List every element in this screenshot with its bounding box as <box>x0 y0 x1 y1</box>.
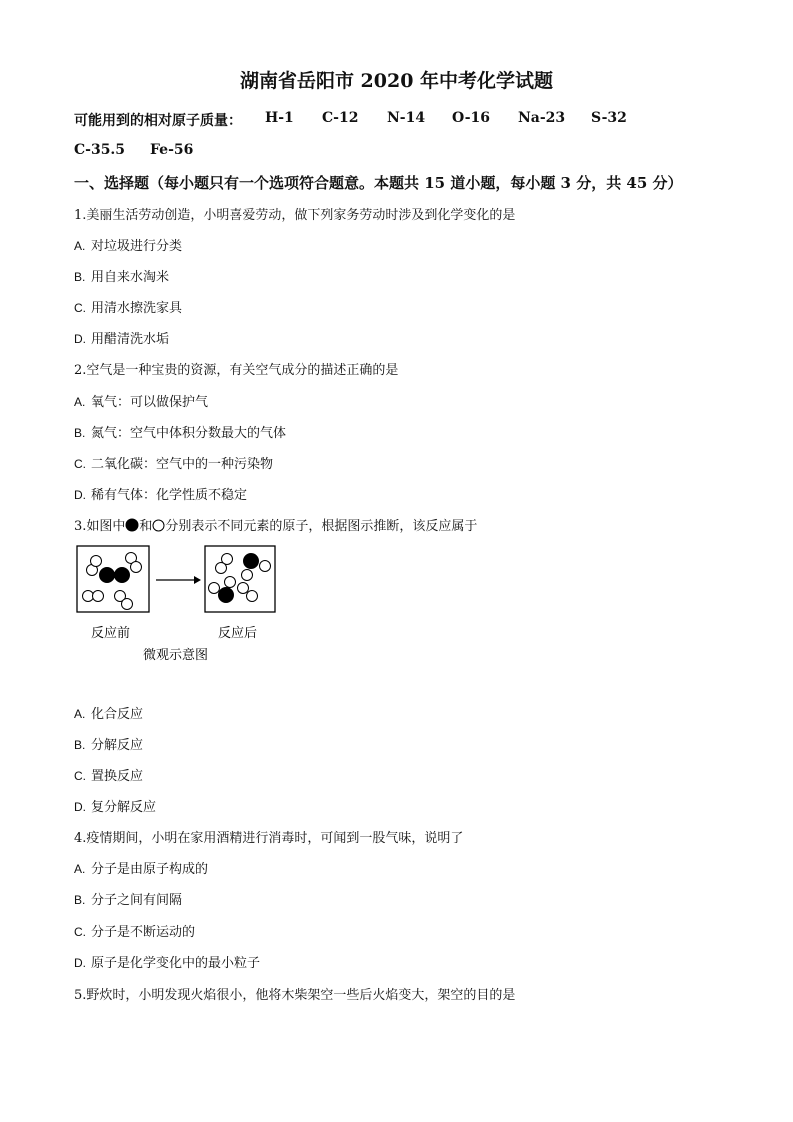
atom-white <box>238 583 249 594</box>
before-label: 反应前 <box>91 626 131 641</box>
q3-stem-b: 和 <box>139 519 153 534</box>
q3-stem <box>74 515 477 534</box>
option-text: 稀有气体：化学性质不稳定 <box>91 488 248 503</box>
white-atom-icon <box>152 519 165 532</box>
atomic-mass-h: H-1 <box>265 110 294 126</box>
option-text: 用自来水淘米 <box>91 270 170 285</box>
atomic-mass-c: C-12 <box>322 110 359 126</box>
atomic-mass-n: N-14 <box>387 110 426 126</box>
after-box <box>205 546 275 612</box>
option-label: A. <box>74 707 86 721</box>
q3-option-d <box>74 796 156 815</box>
option-text: 原子是化学变化中的最小粒子 <box>91 956 261 971</box>
option-text: 二氧化碳：空气中的一种污染物 <box>91 457 274 472</box>
after-label: 反应后 <box>218 626 258 641</box>
atom-black <box>244 554 259 569</box>
q1-option-b <box>74 266 169 285</box>
atomic-mass-na: Na-23 <box>518 110 566 126</box>
option-text: 置换反应 <box>91 769 144 784</box>
option-label: C. <box>74 457 86 471</box>
q1-option-c <box>74 297 182 316</box>
option-text: 复分解反应 <box>91 800 157 815</box>
arrow-head <box>194 576 201 584</box>
option-label: B. <box>74 426 86 440</box>
option-text: 分子之间有间隔 <box>91 893 183 908</box>
option-text: 分解反应 <box>91 738 144 753</box>
option-label: A. <box>74 395 86 409</box>
atomic-mass-o: O-16 <box>452 110 491 126</box>
option-text: 氧气：可以做保护气 <box>91 395 209 410</box>
q4-stem: 4.疫情期间，小明在家用酒精进行消毒时，可闻到一股气味，说明了 <box>74 831 464 846</box>
q2-option-a <box>74 391 208 410</box>
option-label: D. <box>74 956 86 970</box>
q2-option-d <box>74 484 247 503</box>
q3-option-a <box>74 703 143 722</box>
q3-stem-c: 分别表示不同元素的原子，根据图示推断，该反应属于 <box>165 519 478 534</box>
atom-white <box>247 591 258 602</box>
q3-option-c <box>74 765 143 784</box>
section-heading: 一、选择题（每小题只有一个选项符合题意。本题共 15 道小题，每小题 3 分，共 45 分） <box>74 174 683 192</box>
option-text: 氮气：空气中体积分数最大的气体 <box>91 426 287 441</box>
q2-option-b <box>74 422 286 441</box>
option-label: D. <box>74 332 86 346</box>
option-label: D. <box>74 488 86 502</box>
option-label: C. <box>74 769 86 783</box>
atom-white <box>242 570 253 581</box>
q3-option-b <box>74 734 143 753</box>
atom-white <box>216 563 227 574</box>
q4-option-b <box>74 889 182 908</box>
option-label: B. <box>74 270 86 284</box>
option-text: 化合反应 <box>91 707 144 722</box>
atom-white <box>260 561 271 572</box>
atom-black <box>115 568 130 583</box>
option-text: 用清水擦洗家具 <box>91 301 183 316</box>
q4-option-c <box>74 921 195 940</box>
atomic-mass-line-1 <box>74 110 734 130</box>
option-label: C. <box>74 925 86 939</box>
atomic-mass-s: S-32 <box>591 110 627 126</box>
atom-white <box>122 599 133 610</box>
q3-stem-a: 3.如图中 <box>74 519 126 534</box>
option-text: 用醋清洗水垢 <box>91 332 170 347</box>
atom-black <box>219 588 234 603</box>
option-label: B. <box>74 893 86 907</box>
atom-white <box>131 562 142 573</box>
option-label: A. <box>74 862 86 876</box>
atom-white <box>209 583 220 594</box>
atom-white <box>91 556 102 567</box>
atom-white <box>83 591 94 602</box>
q2-option-c <box>74 453 273 472</box>
option-label: D. <box>74 800 86 814</box>
option-label: C. <box>74 301 86 315</box>
q4-option-a <box>74 858 208 877</box>
diagram-caption: 微观示意图 <box>143 648 209 663</box>
atomic-mass-prefix: 可能用到的相对原子质量： <box>74 113 242 129</box>
q1-stem: 1.美丽生活劳动创造，小明喜爱劳动，做下列家务劳动时涉及到化学变化的是 <box>74 208 516 223</box>
option-label: A. <box>74 239 86 253</box>
q5-stem: 5.野炊时，小明发现火焰很小，他将木柴架空一些后火焰变大，架空的目的是 <box>74 988 516 1003</box>
q1-option-a <box>74 235 182 254</box>
page-title: 湖南省岳阳市 2020 年中考化学试题 <box>239 70 554 92</box>
option-label: B. <box>74 738 86 752</box>
atom-white <box>93 591 104 602</box>
black-atom-icon <box>125 518 139 532</box>
atom-white <box>225 577 236 588</box>
atomic-mass-line-2 <box>74 142 374 162</box>
atomic-mass-cl: C-35.5 <box>74 142 126 158</box>
atomic-mass-fe: Fe-56 <box>150 142 194 158</box>
q1-option-d <box>74 328 169 347</box>
option-text: 对垃圾进行分类 <box>91 239 183 254</box>
q2-stem: 2.空气是一种宝贵的资源，有关空气成分的描述正确的是 <box>74 363 399 378</box>
option-text: 分子是不断运动的 <box>91 925 196 940</box>
atom-black <box>100 568 115 583</box>
q4-option-d <box>74 952 260 971</box>
option-text: 分子是由原子构成的 <box>91 862 209 877</box>
reaction-diagram <box>70 540 300 670</box>
